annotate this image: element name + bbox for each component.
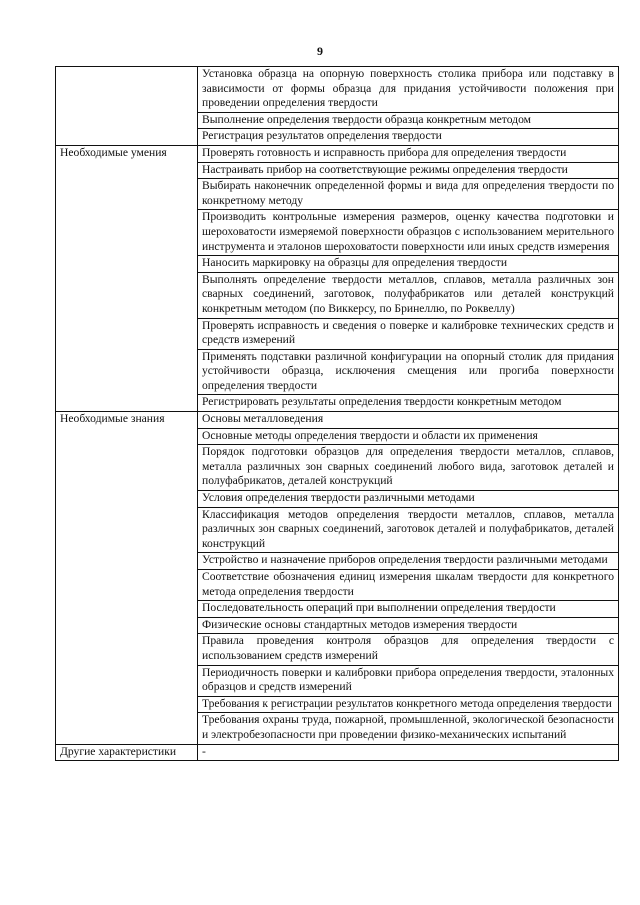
requirements-table-body bbox=[56, 67, 619, 761]
section-item: Классификация методов определения твердости металлов, сплавов, металла различных зон сварных соединений, заготовок деталей и полуфабрикатов, деталей конструкций bbox=[198, 507, 619, 553]
section-label: Другие характеристики bbox=[56, 744, 198, 761]
section-item: Регистрировать результаты определения твердости конкретным методом bbox=[198, 395, 619, 412]
section-item: Порядок подготовки образцов для определения твердости металлов, сплавов, металла различных зон сварных соединений любого вида, заготовок деталей и полуфабрикатов, деталей конструкций bbox=[198, 445, 619, 491]
section-item: Применять подставки различной конфигурации на опорный столик для придания устойчивости образца, исключения смещения или прогиба поверхности определения твердости bbox=[198, 349, 619, 395]
section-item: Проверять готовность и исправность прибора для определения твердости bbox=[198, 145, 619, 162]
section-item: Наносить маркировку на образцы для определения твердости bbox=[198, 256, 619, 273]
section-label: Необходимые умения bbox=[56, 145, 198, 411]
section-item: Физические основы стандартных методов измерения твердости bbox=[198, 617, 619, 634]
section-item: - bbox=[198, 744, 619, 761]
section-item: Установка образца на опорную поверхность столика прибора или подставку в зависимости от формы образца для придания устойчивости положения при проведении определения твердости bbox=[198, 67, 619, 113]
table-row bbox=[56, 412, 619, 429]
table-row bbox=[56, 145, 619, 162]
table-row bbox=[56, 744, 619, 761]
section-item: Требования охраны труда, пожарной, промышленной, экологической безопасности и электробезопасности при проведении физико-механических испытаний bbox=[198, 713, 619, 744]
section-label-empty bbox=[56, 67, 198, 146]
section-item: Выполнять определение твердости металлов, сплавов, металла различных зон сварных соединений, заготовок, полуфабрикатов или деталей конструкций конкретным методом (по Виккерсу, по Бринеллю, по Роквеллу) bbox=[198, 272, 619, 318]
section-item: Проверять исправность и сведения о поверке и калибровке технических средств и средств измерений bbox=[198, 318, 619, 349]
section-item: Требования к регистрации результатов конкретного метода определения твердости bbox=[198, 696, 619, 713]
section-item: Соответствие обозначения единиц измерения шкалам твердости для конкретного метода определения твердости bbox=[198, 570, 619, 601]
page-number: 9 bbox=[317, 44, 323, 58]
section-label: Необходимые знания bbox=[56, 412, 198, 744]
section-item: Выполнение определения твердости образца конкретным методом bbox=[198, 112, 619, 129]
table-row bbox=[56, 67, 619, 113]
section-item: Устройство и назначение приборов определения твердости различными методами bbox=[198, 553, 619, 570]
section-item: Производить контрольные измерения размеров, оценку качества подготовки и шероховатости измеряемой поверхности образцов с использованием мерительного инструмента и эталонов шероховатости поверхности или иных средств измерения bbox=[198, 210, 619, 256]
requirements-table bbox=[55, 66, 619, 761]
section-item: Последовательность операций при выполнении определения твердости bbox=[198, 601, 619, 618]
section-item: Периодичность поверки и калибровки прибора определения твердости, эталонных образцов и средств измерений bbox=[198, 665, 619, 696]
section-item: Регистрация результатов определения твердости bbox=[198, 129, 619, 146]
section-item: Выбирать наконечник определенной формы и вида для определения твердости по конкретному методу bbox=[198, 179, 619, 210]
section-item: Основные методы определения твердости и области их применения bbox=[198, 428, 619, 445]
section-item: Правила проведения контроля образцов для определения твердости с использованием средств измерений bbox=[198, 634, 619, 665]
section-item: Основы металловедения bbox=[198, 412, 619, 429]
section-item: Настраивать прибор на соответствующие режимы определения твердости bbox=[198, 162, 619, 179]
section-item: Условия определения твердости различными методами bbox=[198, 491, 619, 508]
